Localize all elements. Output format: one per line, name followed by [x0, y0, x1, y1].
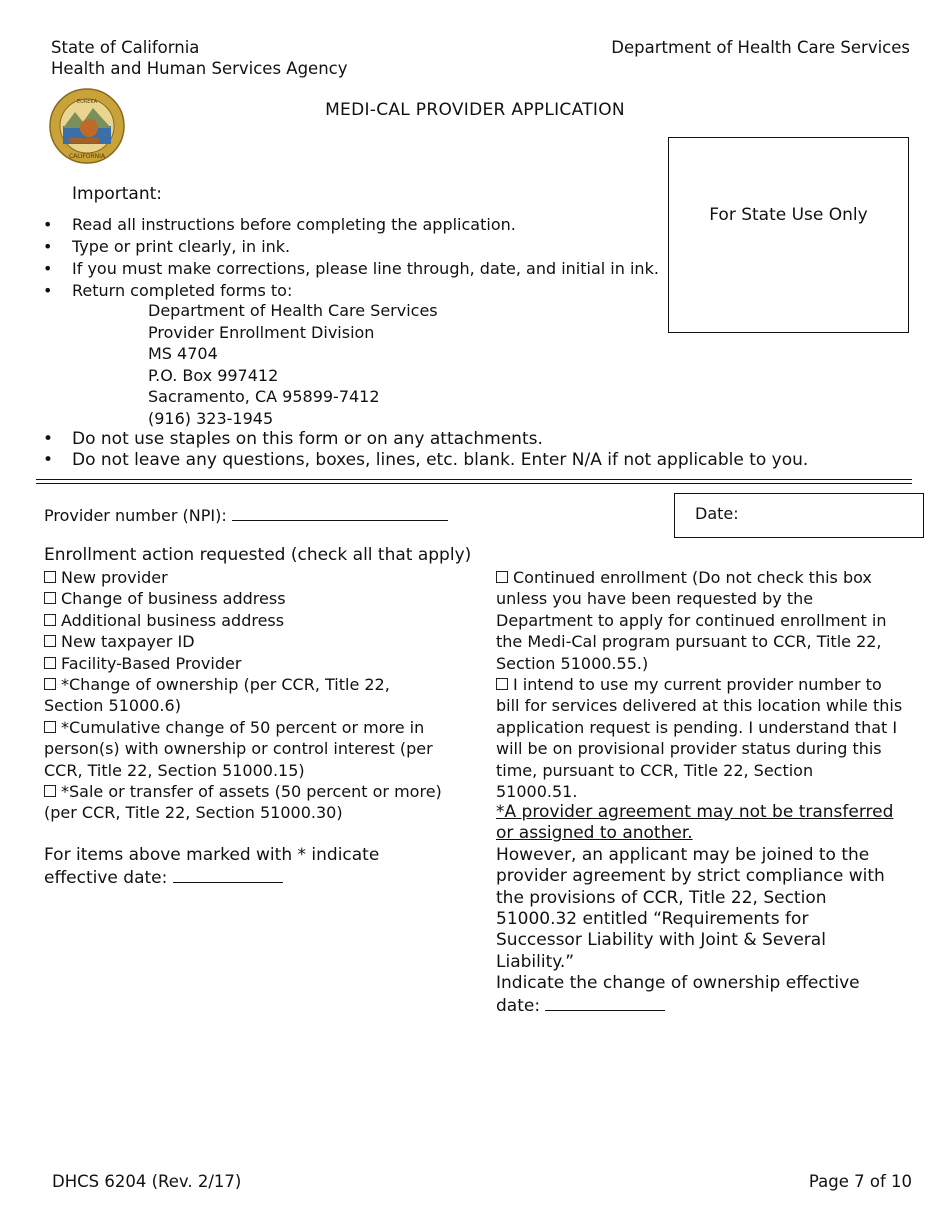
enrollment-heading: Enrollment action requested (check all that apply): [44, 545, 472, 565]
provider-number-row: [44, 503, 448, 525]
important-heading: Important:: [72, 184, 163, 204]
bullet-text: Type or print clearly, in ink.: [72, 237, 291, 256]
option-label-continued: CCR, Title 22, Section 51000.15): [44, 760, 305, 780]
option-facility-based-provider[interactable]: [44, 653, 474, 674]
agreement-text: 51000.32 entitled “Requirements for: [496, 909, 809, 930]
option-label-continued: bill for services delivered at this location while this: [496, 696, 903, 716]
checkbox[interactable]: [44, 635, 56, 647]
checkbox[interactable]: [496, 571, 508, 583]
option-label-continued: unless you have been requested by the: [496, 589, 814, 609]
provider-number-label: Provider number (NPI):: [44, 506, 227, 525]
agreement-text: Indicate the change of ownership effective: [496, 973, 860, 994]
state-of-california: State of California: [51, 38, 200, 57]
option-label-continued: Section 51000.55.): [496, 653, 649, 673]
checkbox[interactable]: [496, 678, 508, 690]
state-use-only-label: For State Use Only: [709, 205, 868, 225]
date-label: Date:: [695, 504, 739, 523]
bullet-text: Read all instructions before completing the application.: [72, 215, 516, 234]
option-label-continued: Section 51000.6): [44, 696, 181, 716]
checkbox[interactable]: [44, 657, 56, 669]
option-label-continued: Department to apply for continued enrollment in: [496, 610, 887, 630]
form-number: DHCS 6204 (Rev. 2/17): [52, 1172, 242, 1191]
page-number: Page 7 of 10: [808, 1172, 912, 1191]
bullet-text: Do not leave any questions, boxes, lines, etc. blank. Enter N/A if not applicable to you.: [72, 450, 809, 470]
address-line: MS 4704: [148, 344, 218, 363]
seal-motto: EUREKA: [76, 99, 98, 105]
section-divider: [36, 479, 912, 484]
checkbox[interactable]: [44, 678, 56, 690]
option-new-taxpayer-id[interactable]: [44, 631, 474, 652]
form-title: MEDI-CAL PROVIDER APPLICATION: [325, 100, 625, 120]
option-cumulative-change[interactable]: [44, 717, 474, 781]
option-label: *Sale or transfer of assets (50 percent or more): [61, 782, 442, 802]
option-label-continued: will be on provisional provider status during this: [496, 739, 882, 759]
agreement-note: *A provider agreement may not be transferred: [496, 802, 894, 822]
provider-number-input[interactable]: [232, 503, 448, 521]
effective-date-label: effective date:: [44, 867, 168, 888]
bullet-text: Do not use staples on this form or on any attachments.: [72, 429, 543, 449]
date-box[interactable]: [674, 493, 924, 538]
checkbox[interactable]: [44, 614, 56, 626]
option-label-continued: the Medi-Cal program pursuant to CCR, Title 22,: [496, 632, 882, 652]
address-line: Department of Health Care Services: [148, 301, 438, 320]
option-additional-business-address[interactable]: [44, 610, 474, 631]
effective-date-instruction: For items above marked with * indicate: [44, 845, 380, 865]
agreement-text: Liability.”: [496, 951, 575, 972]
option-label-continued: (per CCR, Title 22, Section 51000.30): [44, 803, 343, 823]
address-line: Provider Enrollment Division: [148, 322, 375, 342]
department-name: Department of Health Care Services: [611, 38, 910, 57]
option-label-continued: time, pursuant to CCR, Title 22, Section: [496, 760, 814, 780]
option-label: Change of business address: [61, 589, 286, 609]
agreement-text: the provisions of CCR, Title 22, Section: [496, 887, 827, 908]
option-label: Additional business address: [61, 610, 285, 630]
ownership-date-label: date:: [496, 995, 541, 1016]
option-label-continued: 51000.51.: [496, 782, 578, 802]
option-sale-transfer-assets[interactable]: [44, 781, 474, 824]
address-line: P.O. Box 997412: [148, 365, 279, 385]
agency-name: [51, 37, 348, 79]
left-options: [44, 567, 474, 824]
option-label: Continued enrollment (Do not check this box: [513, 568, 872, 587]
checkbox[interactable]: [44, 592, 56, 604]
option-new-provider[interactable]: [44, 567, 474, 588]
option-label: *Change of ownership (per CCR, Title 22,: [61, 675, 390, 695]
agreement-text: However, an applicant may be joined to the: [496, 844, 870, 865]
seal-text: CALIFORNIA: [68, 153, 106, 160]
ownership-date-input[interactable]: [545, 995, 665, 1011]
right-options: [496, 567, 916, 802]
option-label: *Cumulative change of 50 percent or more in: [61, 717, 425, 737]
option-label: New provider: [61, 568, 168, 587]
agreement-text: Successor Liability with Joint & Several: [496, 930, 826, 951]
option-label-continued: application request is pending. I understand that I: [496, 717, 898, 737]
return-address: [148, 300, 438, 429]
agency-line: Health and Human Services Agency: [51, 59, 348, 78]
option-label: Facility-Based Provider: [61, 653, 242, 673]
effective-date-input[interactable]: [173, 867, 283, 883]
option-label: New taxpayer ID: [61, 632, 195, 652]
bullet-text: Return completed forms to:: [72, 281, 293, 300]
bullet-text: If you must make corrections, please line through, date, and initial in ink.: [72, 259, 659, 278]
option-change-business-address[interactable]: [44, 588, 474, 609]
state-use-only-box: [668, 137, 909, 333]
option-current-provider-number[interactable]: [496, 674, 916, 802]
option-continued-enrollment[interactable]: [496, 567, 916, 674]
agreement-section: [496, 802, 893, 1017]
address-line: (916) 323-1945: [148, 408, 274, 428]
option-label-continued: person(s) with ownership or control interest (per: [44, 739, 433, 759]
agreement-note: or assigned to another.: [496, 823, 693, 844]
checkbox[interactable]: [44, 785, 56, 797]
checkbox[interactable]: [44, 571, 56, 583]
effective-date-section: [44, 845, 379, 889]
address-line: Sacramento, CA 95899-7412: [148, 387, 380, 406]
agreement-text: provider agreement by strict compliance with: [496, 866, 885, 887]
option-change-of-ownership[interactable]: [44, 674, 474, 717]
checkbox[interactable]: [44, 721, 56, 733]
option-label: I intend to use my current provider number to: [513, 675, 882, 695]
